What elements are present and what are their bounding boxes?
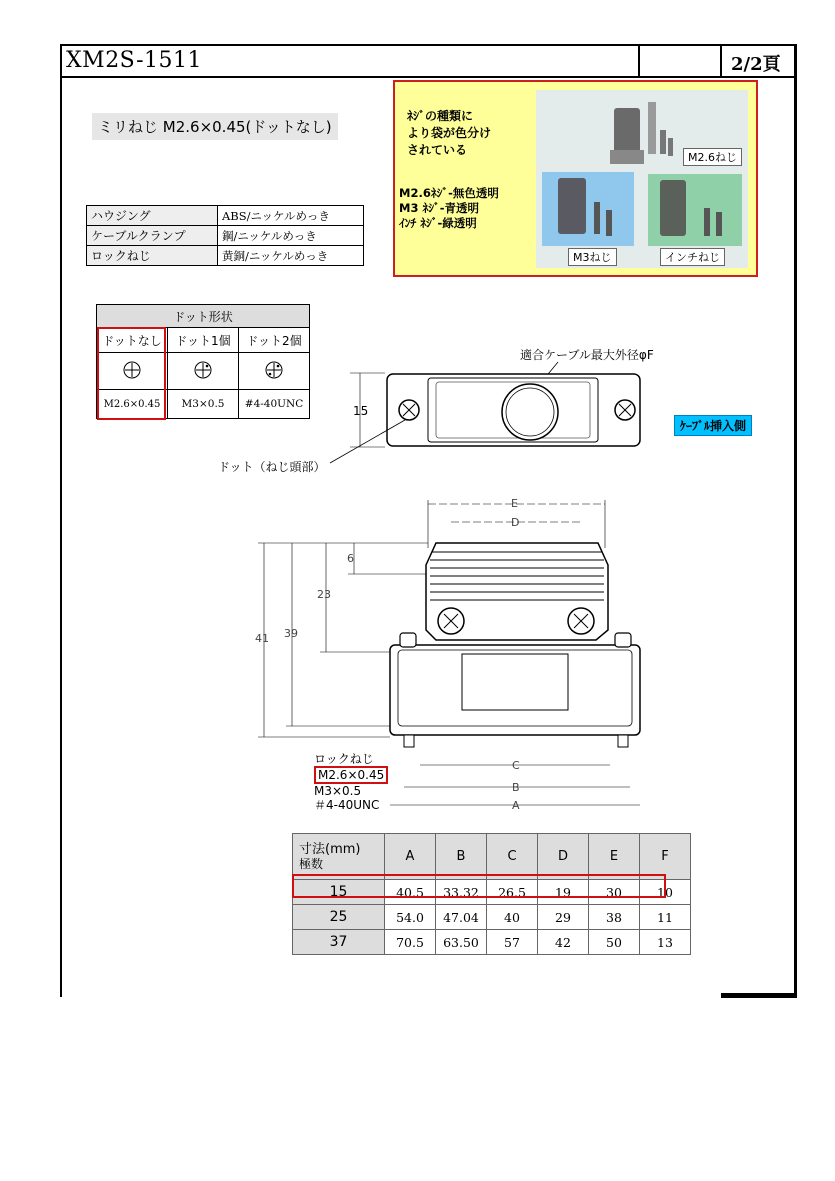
dim-value: 38 — [589, 905, 640, 930]
column-header: F — [640, 834, 691, 880]
part-number: XM2S-1511 — [66, 48, 202, 73]
dim-value: 13 — [640, 930, 691, 955]
table-row — [293, 905, 691, 930]
dim-value: 40 — [487, 905, 538, 930]
dim-value: 10 — [640, 880, 691, 905]
highlight-row-15 — [292, 874, 666, 898]
part-cell: ハウジング — [87, 206, 218, 226]
legend-line: ｲﾝﾁ ﾈｼﾞ-緑透明 — [399, 216, 477, 230]
dim-value: 54.0 — [385, 905, 436, 930]
pole-count: 15 — [293, 880, 385, 905]
column-header: D — [538, 834, 589, 880]
corner-top: 寸法(mm) — [299, 841, 361, 857]
dim-table-corner — [293, 834, 385, 880]
part-cell: ロックねじ — [87, 246, 218, 266]
note-line: ﾈｼﾞの種類に — [407, 109, 474, 123]
column-header: A — [385, 834, 436, 880]
dot-header: ドット2個 — [239, 328, 310, 353]
dot-spec: M3×0.5 — [168, 390, 239, 419]
page-number: 2/2頁 — [731, 54, 781, 75]
top-view-drawing — [200, 340, 680, 490]
photo-label-inch: インチねじ — [660, 248, 725, 266]
dim-C: C — [512, 759, 520, 772]
front-view-drawing — [240, 490, 660, 820]
table-row — [87, 226, 364, 246]
highlight-no-dot — [97, 327, 166, 420]
material-table — [86, 205, 364, 266]
dim-41: 41 — [255, 632, 269, 645]
dim-A: A — [512, 799, 520, 812]
cable-insert-side-label: ｹｰﾌﾞﾙ挿入側 — [674, 415, 752, 436]
material-cell: 鋼/ニッケルめっき — [218, 226, 364, 246]
screw-spec: ＃4-40UNC — [314, 798, 380, 812]
dim-6: 6 — [347, 552, 354, 565]
dot-spec: #4-40UNC — [239, 390, 310, 419]
dim-value: 26.5 — [487, 880, 538, 905]
bag-color-note — [407, 108, 491, 159]
table-row — [293, 930, 691, 955]
dim-23: 23 — [317, 588, 331, 601]
dim-39: 39 — [284, 627, 298, 640]
dim-value: 30 — [589, 880, 640, 905]
dim-value: 70.5 — [385, 930, 436, 955]
material-cell: 黄銅/ニッケルめっき — [218, 246, 364, 266]
header-divider — [720, 44, 722, 78]
legend-line: M2.6ﾈｼﾞ-無色透明 — [399, 186, 499, 200]
dim-value: 50 — [589, 930, 640, 955]
dot-spec: M2.6×0.45 — [97, 390, 168, 419]
frame-bottom-mark — [721, 993, 797, 998]
note-line: されている — [407, 143, 468, 157]
legend-line: M3 ﾈｼﾞ-青透明 — [399, 201, 479, 215]
screw-spec: M3×0.5 — [314, 784, 362, 798]
lock-screw-labels — [314, 752, 388, 812]
frame-right — [794, 44, 797, 997]
photo-label-m26: M2.6ねじ — [683, 148, 742, 166]
table-row — [87, 206, 364, 226]
header-divider — [638, 44, 640, 78]
dim-value: 19 — [538, 880, 589, 905]
column-header: E — [589, 834, 640, 880]
header-bottom-line — [60, 76, 797, 78]
photo-label-m3: M3ねじ — [568, 248, 617, 266]
dim-value: 57 — [487, 930, 538, 955]
column-header: B — [436, 834, 487, 880]
dim-value: 11 — [640, 905, 691, 930]
dim-value: 33.32 — [436, 880, 487, 905]
dim-value: 42 — [538, 930, 589, 955]
dim-value: 40.5 — [385, 880, 436, 905]
dot-table-title: ドット形状 — [97, 305, 310, 328]
product-photo — [536, 90, 748, 268]
part-cell: ケーブルクランプ — [87, 226, 218, 246]
lock-screw-title: ロックねじ — [314, 752, 374, 766]
dot-header: ドット1個 — [168, 328, 239, 353]
dim-15: 15 — [353, 404, 369, 418]
dot-head-label: ドット（ねじ頭部） — [218, 460, 326, 474]
screw-subtitle: ミリねじ M2.6×0.45(ドットなし) — [92, 113, 338, 140]
dim-value: 63.50 — [436, 930, 487, 955]
dim-D: D — [511, 516, 520, 529]
dim-E: E — [511, 497, 518, 510]
dim-B: B — [512, 781, 520, 794]
corner-bottom: 極数 — [299, 856, 324, 871]
cable-diameter-label: 適合ケーブル最大外径φF — [520, 348, 654, 362]
column-header: C — [487, 834, 538, 880]
note-line: より袋が色分け — [407, 126, 492, 140]
bag-color-legend — [399, 186, 499, 231]
header-top-line — [60, 44, 797, 46]
pole-count: 37 — [293, 930, 385, 955]
screw-spec-highlight: M2.6×0.45 — [314, 766, 388, 784]
dot-header: ドットなし — [97, 328, 168, 353]
frame-left — [60, 44, 62, 997]
pole-count: 25 — [293, 905, 385, 930]
table-row — [87, 246, 364, 266]
product-photo-illustration — [536, 90, 748, 268]
material-cell: ABS/ニッケルめっき — [218, 206, 364, 226]
dim-value: 29 — [538, 905, 589, 930]
dim-value: 47.04 — [436, 905, 487, 930]
